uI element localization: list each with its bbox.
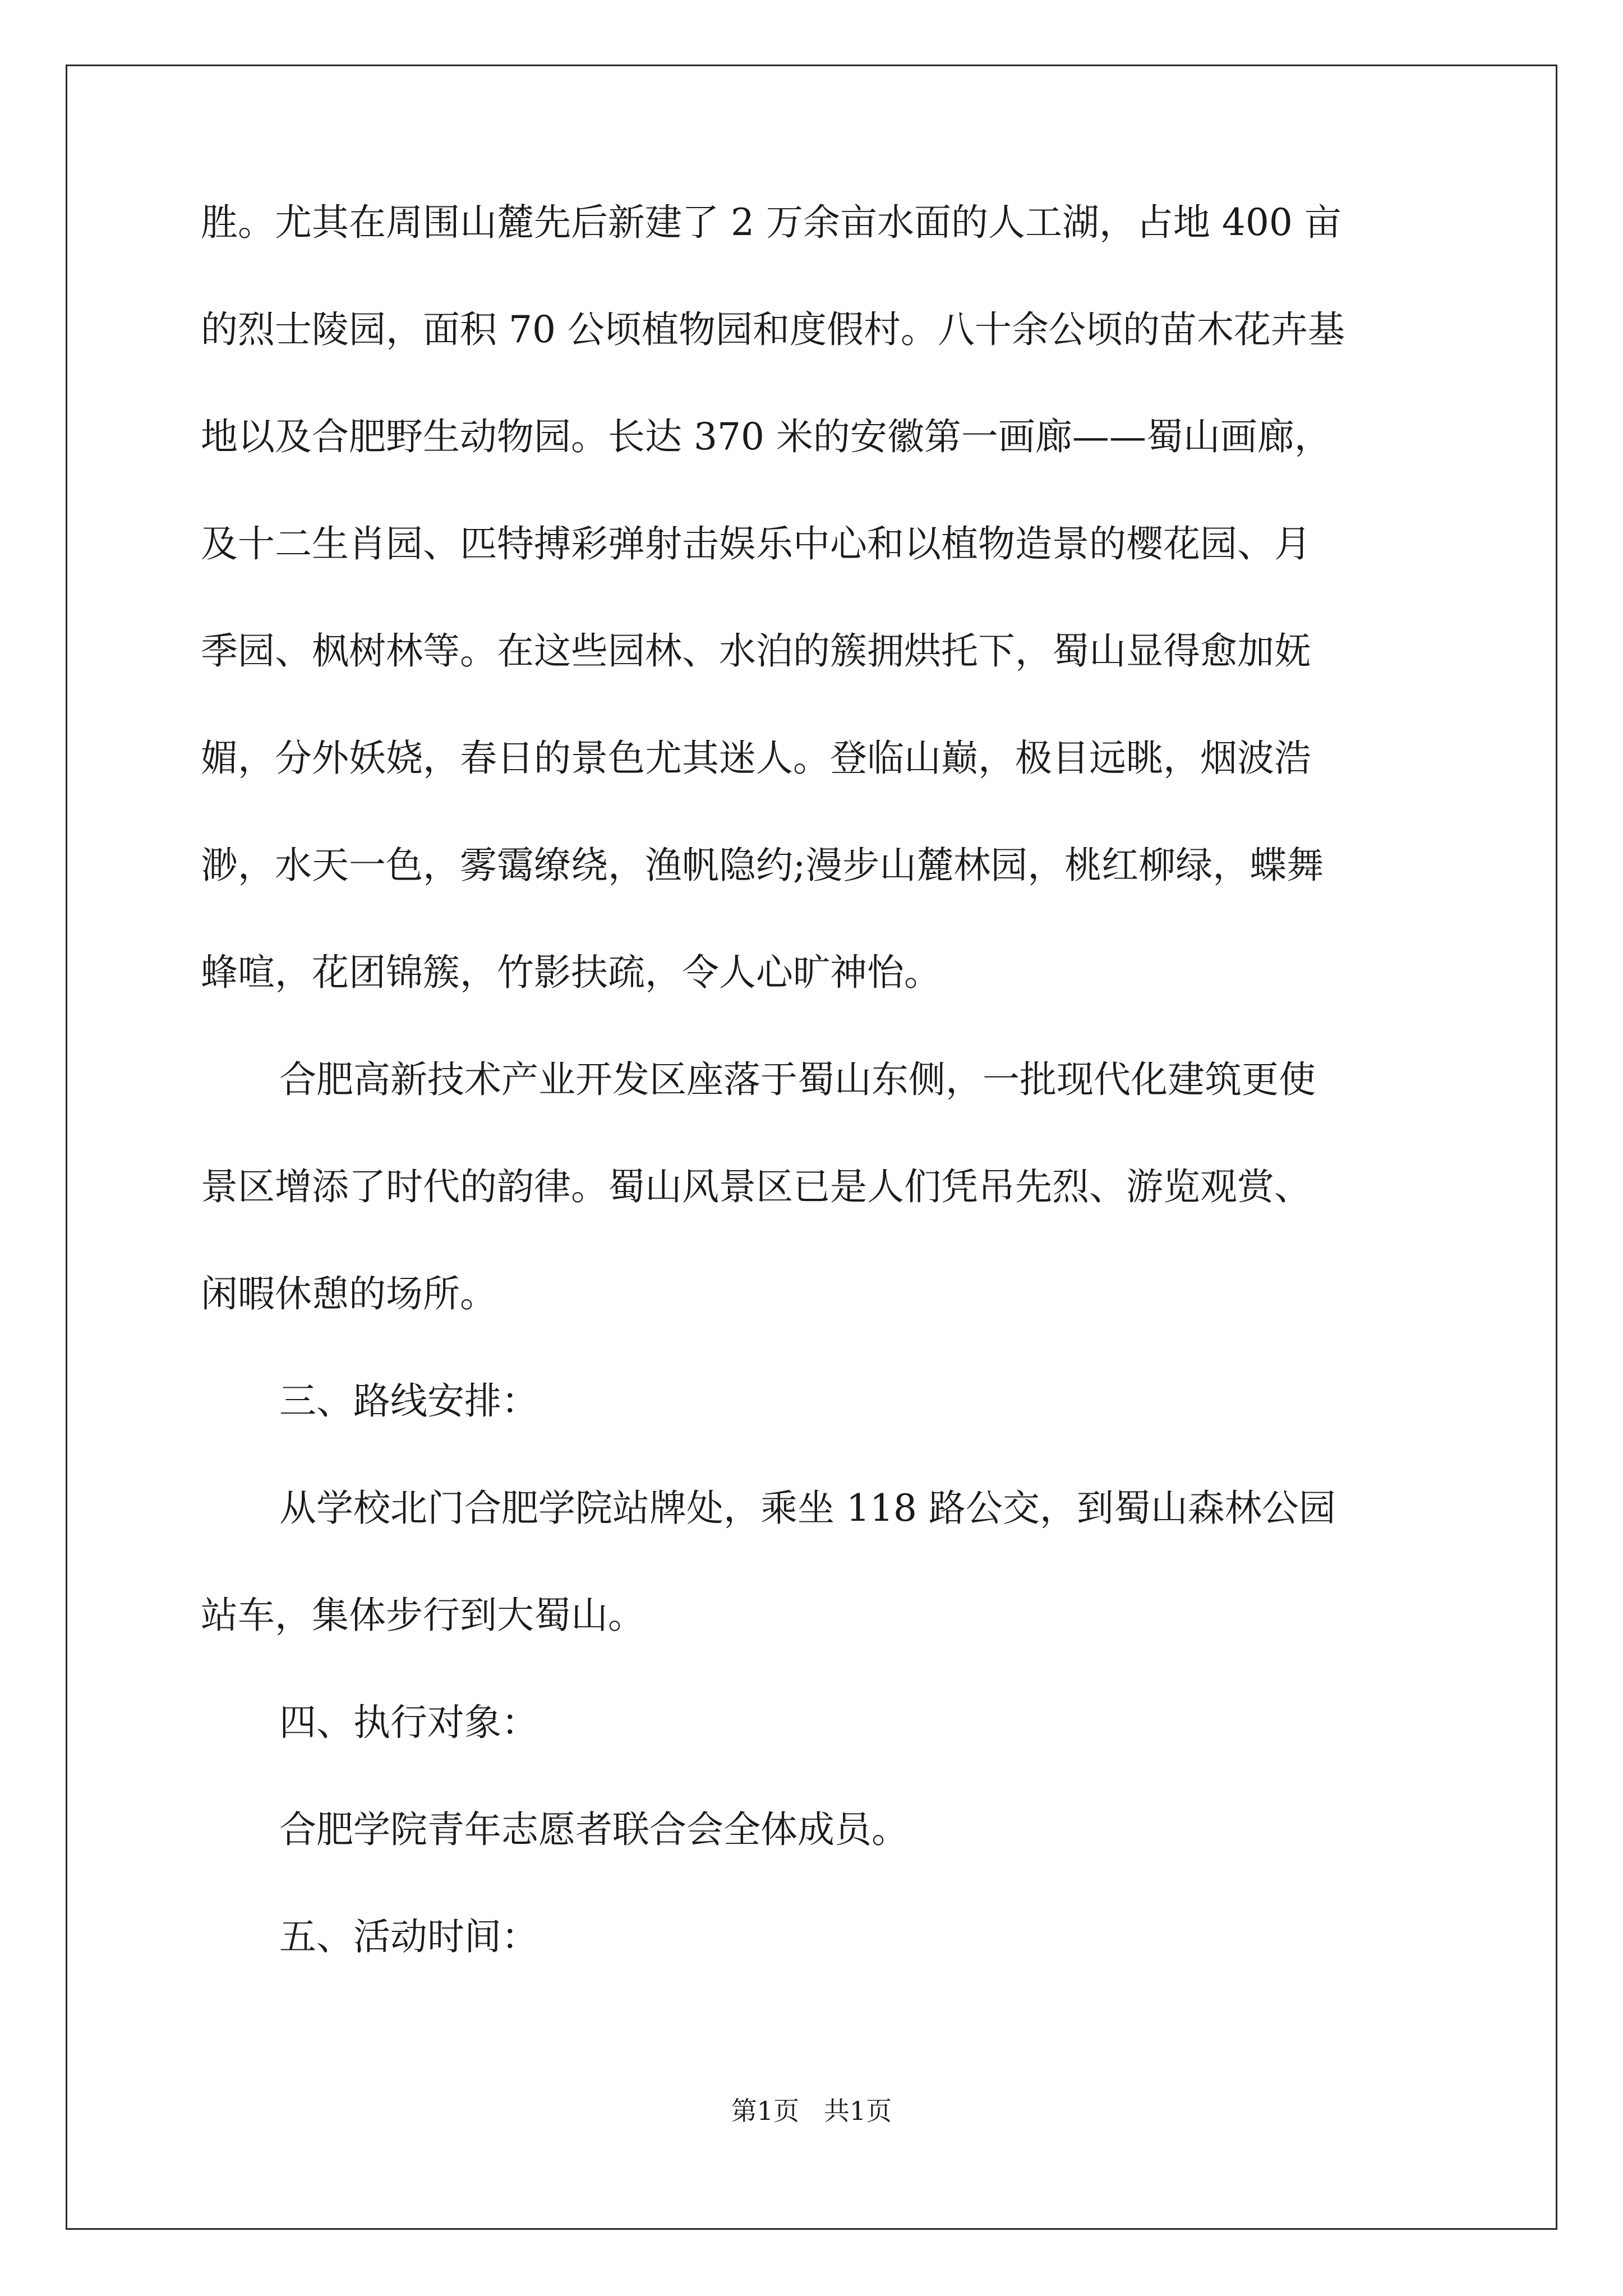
- paragraph-start-line: 合肥高新技术产业开发区座落于蜀山东侧，一批现代化建筑更使: [279, 1058, 1316, 1101]
- text-line: 闲暇休憩的场所。: [201, 1272, 497, 1315]
- paragraph-start-line: 从学校北门合肥学院站牌处，乘坐 118 路公交，到蜀山森林公园: [279, 1487, 1336, 1530]
- text-line: 地以及合肥野生动物园。长达 370 米的安徽第一画廊——蜀山画廊，: [201, 415, 1331, 458]
- text-line: 季园、枫树林等。在这些园林、水泊的簇拥烘托下，蜀山显得愈加妩: [201, 629, 1311, 673]
- paragraph-start-line: 合肥学院青年志愿者联合会全体成员。: [279, 1808, 909, 1851]
- text-line: 渺，水天一色，雾霭缭绕，渔帆隐约;漫步山麓林园，桃红柳绿，蝶舞: [201, 844, 1324, 887]
- section-heading-target: 四、执行对象：: [279, 1701, 538, 1744]
- document-body: [201, 196, 1418, 2018]
- text-line: 及十二生肖园、匹特搏彩弹射击娱乐中心和以植物造景的樱花园、月: [201, 522, 1311, 565]
- section-heading-time: 五、活动时间：: [279, 1915, 538, 1958]
- text-line: 景区增添了时代的韵律。蜀山风景区已是人们凭吊先烈、游览观赏、: [201, 1165, 1311, 1208]
- text-line: 站车，集体步行到大蜀山。: [201, 1594, 645, 1637]
- text-line: 的烈士陵园，面积 70 公顷植物园和度假村。八十余公顷的苗木花卉基: [201, 308, 1345, 351]
- text-line: 胜。尤其在周围山麓先后新建了 2 万余亩水面的人工湖，占地 400 亩: [201, 201, 1341, 244]
- text-line: 媚，分外妖娆，春日的景色尤其迷人。登临山巅，极目远眺，烟波浩: [201, 737, 1311, 780]
- page-number-footer: 第1页 共1页: [731, 2096, 892, 2126]
- section-heading-route: 三、路线安排：: [279, 1379, 538, 1423]
- text-line: 蜂喧，花团锦簇，竹影扶疏，令人心旷神怡。: [201, 951, 941, 994]
